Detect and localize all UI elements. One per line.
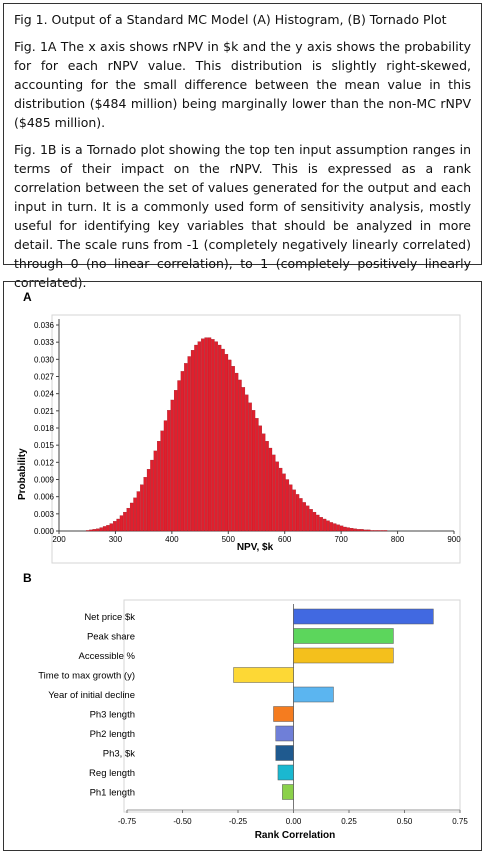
histogram-bar [184,363,187,531]
caption-paragraph-b: Fig. 1B is a Tornado plot showing the top ten input assumption ranges in terms of their impact on the rNPV. This is expressed as a rank correlation between the set of values generated for the output and each input in turn. It is a commonly used form of sensitivity analysis, mostly useful for identifying key variables that should be analyzed in more detail. The scale runs from -1 (completely negatively linearly correlated) through 0 (no linear correlation), to 1 (completely positively linearly correlated). [14,142,471,290]
histogram-bar [259,426,262,531]
histogram-y-tick-label: 0.036 [33,321,54,330]
histogram-bar [343,527,346,531]
figure-svg [4,282,481,850]
histogram-bar [154,451,157,531]
histogram-bar [106,525,109,531]
tornado-category-label: Accessible % [78,651,135,662]
histogram-bar [320,517,323,531]
histogram-x-tick-label: 200 [52,535,66,544]
histogram-x-tick-label: 300 [108,535,123,544]
histogram-bar [306,506,309,531]
histogram-bar [279,468,282,531]
tornado-bar [294,609,434,624]
histogram-x-tick-label: 700 [334,535,348,544]
histogram-bar [147,469,150,531]
tornado-x-tick-label: 0.75 [452,817,468,826]
histogram-bar [178,381,181,531]
histogram-bar [333,524,336,531]
histogram-bar [269,448,272,531]
histogram-bar [194,345,197,531]
histogram-bar [117,519,120,531]
histogram-bar [384,530,387,531]
histogram-bar [103,526,106,531]
tornado-bar [276,726,294,741]
histogram-bar [127,508,130,531]
histogram-bar [310,509,313,531]
histogram-y-tick-label: 0.021 [33,406,54,416]
tornado-category-label: Ph2 length [89,729,135,740]
histogram-bar [350,528,353,531]
histogram-x-tick-label: 900 [447,535,461,544]
histogram-bar [201,339,204,531]
histogram-bar [286,480,289,532]
histogram-bar [357,529,360,531]
tornado-bar [274,707,294,722]
tornado-category-label: Ph3 length [89,709,135,721]
tornado-x-tick-label: -0.25 [228,817,248,826]
histogram-bar [347,528,350,531]
tornado-bar [294,648,394,663]
histogram-y-label: Probability [17,448,28,500]
histogram-bar [110,524,113,531]
histogram-bar [276,462,279,531]
histogram-bar [157,441,160,531]
histogram-bar [252,410,255,531]
histogram-bar [222,349,225,531]
histogram-bar [330,522,333,531]
tornado-x-tick-label: 0.25 [341,817,357,826]
histogram-bar [218,345,221,531]
histogram-bar [208,338,211,531]
histogram-bar [174,390,177,531]
histogram-bar [191,350,194,531]
histogram-bar [150,460,153,531]
histogram-bar [130,503,133,531]
histogram-x-tick-label: 600 [278,535,292,544]
figure-panels [3,281,482,851]
tornado-bar [234,668,294,683]
histogram-bar [323,519,326,531]
histogram-bar [354,529,357,531]
histogram-bar [255,418,258,531]
histogram-bar [282,474,285,531]
histogram-y-tick-label: 0.018 [33,424,54,433]
histogram-bar [242,387,245,531]
histogram-y-tick-label: 0.024 [33,389,54,399]
histogram-bar [171,400,174,531]
tornado-bar [294,629,394,644]
histogram-bar [164,421,167,531]
histogram-bar [303,502,306,531]
histogram-bar [137,492,140,531]
histogram-bar [272,455,275,531]
histogram-bar [215,342,218,531]
panel-b-label: B [23,571,32,585]
tornado-category-label: Net price $k [84,612,135,623]
histogram-bar [205,338,208,531]
histogram-bar [96,529,99,531]
tornado-bar [276,746,294,761]
histogram-bar [245,395,248,531]
histogram-bar [381,530,384,531]
histogram-bar [337,525,340,531]
figure-caption [3,3,482,290]
tornado-category-label: Ph3, $k [102,748,135,760]
histogram-bar [367,530,370,531]
histogram-bar [188,356,191,531]
histogram-bar [211,339,214,531]
histogram-bar [89,530,92,531]
histogram-x-tick-label: 500 [221,535,235,544]
histogram-bar [360,529,363,531]
tornado-x-label: Rank Correlation [254,830,336,841]
histogram-bar [377,530,380,531]
histogram-bar [198,342,201,531]
tornado-x-tick-label: 0.50 [396,817,413,826]
tornado-category-label: Time to max growth (y) [38,670,135,682]
histogram-bar [340,526,343,531]
histogram [34,319,461,544]
histogram-bar [364,530,367,531]
histogram-bar [313,512,316,531]
histogram-bar [289,485,292,531]
histogram-bar [100,528,103,531]
tornado-bar [278,765,294,780]
histogram-bar [86,530,89,531]
histogram-bar [266,441,269,531]
histogram-y-tick-label: 0.003 [33,509,54,519]
histogram-bar [120,516,123,531]
tornado-x-tick-label: -0.75 [117,817,137,826]
histogram-bar [161,431,164,531]
histogram-bar [167,410,170,531]
histogram-bar [370,530,373,531]
caption-paragraph-a: Fig. 1A The x axis shows rNPV in $k and the y axis shows the probability for for each rNPV value. This distribution is slightly right-skewed, accounting for the small difference between the mean value in this distribution ($484 million) being marginally lower than the non-MC rNPV ($485 million). [14,39,471,130]
histogram-bar [232,366,235,531]
histogram-y-tick-label: 0.027 [33,372,54,382]
tornado-category-label: Year of initial decline [48,690,135,701]
tornado-category-label: Peak share [86,631,135,643]
histogram-x-tick-label: 400 [165,535,179,544]
caption-title: Fig 1. Output of a Standard MC Model (A) Histogram, (B) Tornado Plot [14,12,447,27]
histogram-y-tick-label: 0.006 [33,492,54,502]
histogram-x-label: NPV, $k [236,542,274,553]
histogram-bar [235,373,238,531]
tornado-bar [282,785,293,800]
histogram-bar [262,434,265,531]
histogram-y-tick-label: 0.009 [33,475,54,485]
histogram-bar [228,360,231,531]
histogram-y-tick-label: 0.030 [33,355,54,365]
histogram-bar [225,354,228,531]
histogram-y-tick-label: 0.012 [33,458,54,468]
tornado-chart [38,604,468,826]
tornado-category-label: Reg length [89,768,135,779]
histogram-y-tick-label: 0.015 [33,441,54,451]
histogram-bar [238,380,241,531]
histogram-x-tick-label: 800 [390,535,405,544]
tornado-x-tick-label: 0.00 [285,817,302,826]
histogram-bar [123,512,126,531]
histogram-bar [113,521,116,531]
histogram-bar [93,529,96,531]
histogram-bar [299,498,302,531]
histogram-bar [293,490,296,531]
histogram-y-tick-label: 0.000 [33,527,54,536]
histogram-bar [326,521,329,531]
histogram-bar [316,515,319,531]
histogram-bar [296,494,299,531]
histogram-bar [374,530,377,531]
histogram-y-tick-label: 0.033 [33,338,54,348]
histogram-bar [181,371,184,531]
histogram-bar [249,403,252,531]
histogram-bar [140,485,143,531]
tornado-x-tick-label: -0.50 [173,817,192,826]
panel-a-label: A [23,290,32,304]
tornado-bar [294,687,334,702]
histogram-bar [133,498,136,531]
histogram-bar [144,477,147,531]
tornado-category-label: Ph1 length [89,787,135,799]
